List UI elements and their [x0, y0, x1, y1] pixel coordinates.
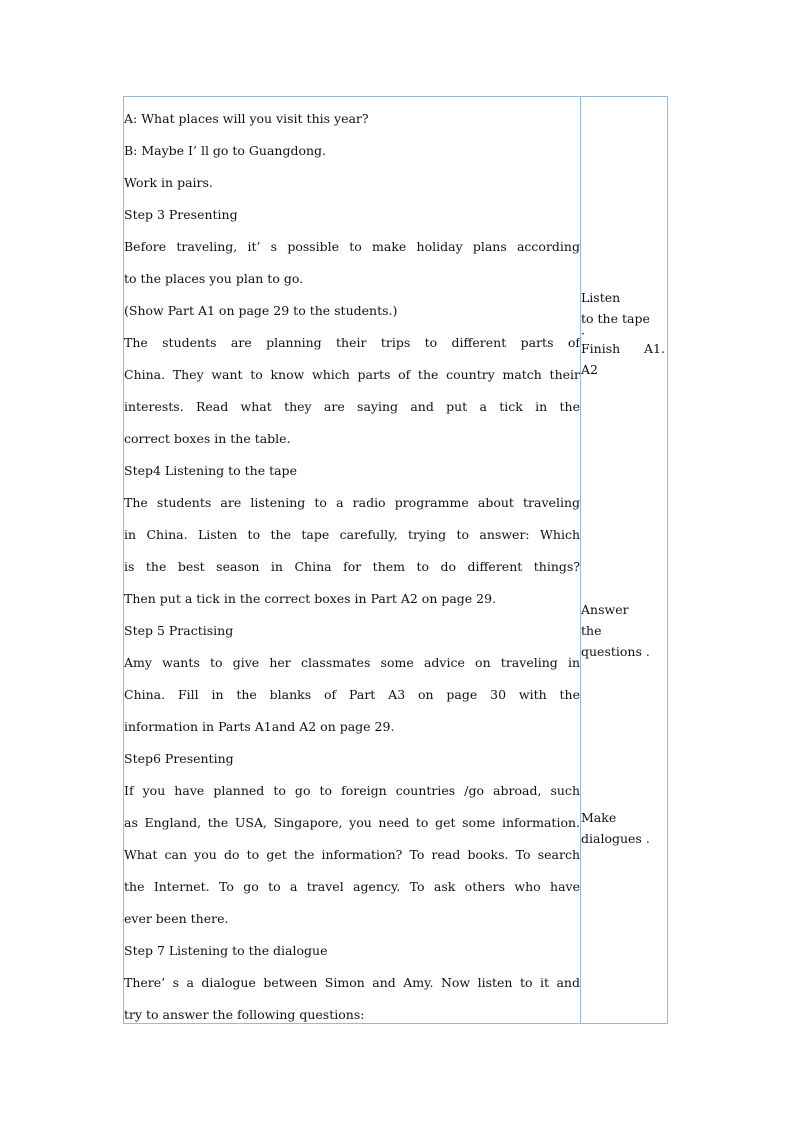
column-divider [580, 97, 581, 1023]
activity-dialogues [581, 807, 669, 849]
step-heading: Step 7 Listening to the dialogue [124, 943, 328, 958]
activity-word: A1. [644, 341, 665, 356]
activity-line: Listen [581, 290, 621, 305]
activity-line: Answer [581, 602, 629, 617]
text-line: interests. Read what they are saying and put a tick in the [124, 399, 580, 414]
text-line: B: Maybe I’ ll go to Guangdong. [124, 143, 327, 158]
text-line: is the best season in China for them to do different things? [124, 559, 580, 574]
procedure-column [124, 103, 580, 1031]
text-line: The students are planning their trips to different parts of [124, 335, 580, 350]
text-line: There’ s a dialogue between Simon and Amy. Now listen to it and [124, 975, 580, 990]
text-line: ever been there. [124, 911, 229, 926]
step-heading: Step6 Presenting [124, 751, 234, 766]
step-heading: Step 5 Practising [124, 623, 234, 638]
text-line: China. Fill in the blanks of Part A3 on page 30 with the [124, 687, 580, 702]
text-line: to the places you plan to go. [124, 271, 304, 286]
text-line: the Internet. To go to a travel agency. To ask others who have [124, 879, 580, 894]
text-line: correct boxes in the table. [124, 431, 291, 446]
activity-answer [581, 599, 669, 662]
text-line: information in Parts A1and A2 on page 29. [124, 719, 395, 734]
activity-line: to the tape [581, 311, 650, 326]
text-line: What can you do to get the information? To read books. To search [124, 847, 580, 862]
text-line: Work in pairs. [124, 175, 213, 190]
text-line: (Show Part A1 on page 29 to the students.) [124, 303, 398, 318]
step-heading: Step 3 Presenting [124, 207, 238, 222]
activity-line: the [581, 623, 602, 638]
text-line: If you have planned to go to foreign countries /go abroad, such [124, 783, 580, 798]
activity-finish [581, 338, 669, 359]
activity-line: · [581, 329, 585, 338]
activity-line: Make [581, 810, 617, 825]
text-line: Before traveling, it’ s possible to make holiday plans according [124, 239, 580, 254]
text-line: Amy wants to give her classmates some advice on traveling in [124, 655, 580, 670]
text-line: in China. Listen to the tape carefully, trying to answer: Which [124, 527, 580, 542]
text-line: A: What places will you visit this year? [124, 111, 369, 126]
step-heading: Step4 Listening to the tape [124, 463, 297, 478]
text-line: as England, the USA, Singapore, you need to get some information. [124, 815, 580, 830]
lesson-table [123, 96, 668, 1024]
text-line: try to answer the following questions: [124, 1007, 365, 1022]
activity-line: A2 [581, 362, 598, 377]
text-line: China. They want to know which parts of the country match their [124, 367, 580, 382]
activity-line: questions . [581, 644, 650, 659]
activity-word: Finish [581, 341, 621, 356]
activity-line: dialogues . [581, 831, 650, 846]
text-line: Then put a tick in the correct boxes in Part A2 on page 29. [124, 591, 497, 606]
activity-listen [581, 287, 669, 380]
text-line: The students are listening to a radio programme about traveling [124, 495, 580, 510]
